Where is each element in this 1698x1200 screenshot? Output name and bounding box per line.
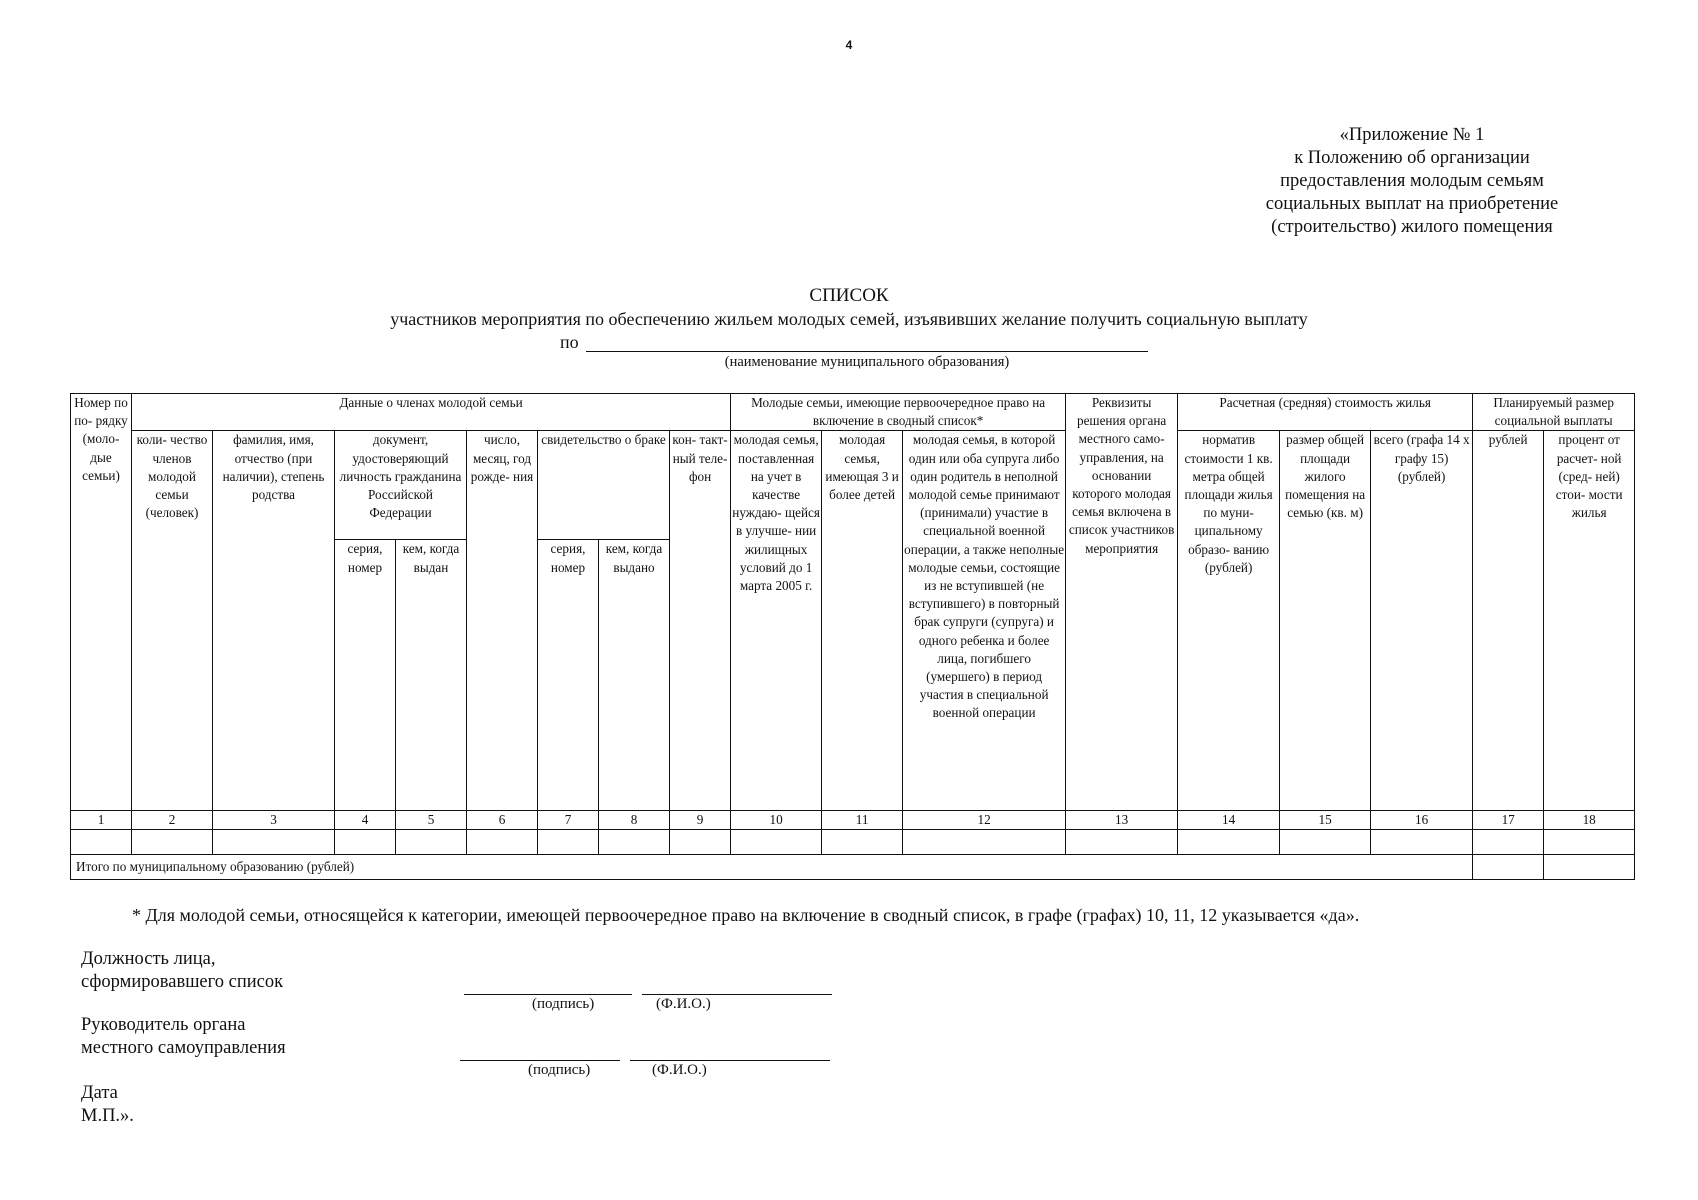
header-special-operation: молодая семья, в которой один или оба супруга либо один родитель в неполной молодой семье принимают (принимали) участие в специальной военной операции, а также неполные молодые семьи, состоящие из не вступившей (не вступившего) в повторный брак супруги (супруга) и одного ребенка и более лица, погибшего (умершего) в период участия в специальной военной операции xyxy=(903,431,1066,811)
table-cell xyxy=(538,830,599,855)
head-position-label xyxy=(81,1014,286,1060)
table-row xyxy=(71,830,1635,855)
head-fio-caption: (Ф.И.О.) xyxy=(652,1062,707,1078)
head-fio-line xyxy=(630,1060,830,1061)
column-number: 18 xyxy=(1544,811,1635,830)
table-cell xyxy=(335,830,396,855)
column-number: 12 xyxy=(903,811,1066,830)
appendix-block xyxy=(1202,124,1622,239)
total-row xyxy=(71,855,1635,880)
table-cell xyxy=(670,830,731,855)
total-rubles-cell xyxy=(1473,855,1544,880)
table-cell xyxy=(71,830,132,855)
column-number: 14 xyxy=(1178,811,1280,830)
column-number: 7 xyxy=(538,811,599,830)
footnote: * Для молодой семьи, относящейся к категории, имеющей первоочередное право на включение в сводный список, в графе (графах) 10, 11, 12 указывается «да». xyxy=(132,905,1360,925)
header-full-name: фамилия, имя, отчество (при наличии), степень родства xyxy=(213,431,335,811)
table-cell xyxy=(132,830,213,855)
person-fio-caption: (Ф.И.О.) xyxy=(656,996,711,1012)
table-cell xyxy=(1066,830,1178,855)
table-cell xyxy=(467,830,538,855)
table-cell xyxy=(1280,830,1371,855)
header-registered-2005: молодая семья, поставленная на учет в качестве нуждаю- щейся в улучше- нии жилищных условий до 1 марта 2005 г. xyxy=(731,431,822,811)
column-number: 8 xyxy=(599,811,670,830)
header-birth-date: число, месяц, год рожде- ния xyxy=(467,431,538,811)
column-number: 5 xyxy=(396,811,467,830)
person-position-line: сформировавшего список xyxy=(81,972,284,992)
header-norm-cost: норматив стоимости 1 кв. метра общей площади жилья по муни- ципальному образо- ванию (рублей) xyxy=(1178,431,1280,811)
header-marriage-certificate: свидетельство о браке xyxy=(538,431,670,540)
header-priority: Молодые семьи, имеющие первоочередное право на включение в сводный список* xyxy=(731,394,1066,431)
header-id-series: серия, номер xyxy=(335,540,396,811)
table-cell xyxy=(213,830,335,855)
header-marriage-issued: кем, когда выдано xyxy=(599,540,670,811)
column-number: 15 xyxy=(1280,811,1371,830)
document-title: СПИСОК xyxy=(809,285,889,306)
column-number: 16 xyxy=(1371,811,1473,830)
page-number: 4 xyxy=(845,38,853,52)
header-requisites: Реквизиты решения органа местного само- управления, на основании которого молодая семья включена в список участников мероприятия xyxy=(1066,394,1178,811)
column-number: 10 xyxy=(731,811,822,830)
municipality-blank-line xyxy=(586,351,1148,352)
header-cost: Расчетная (средняя) стоимость жилья xyxy=(1178,394,1473,431)
date-label: Дата xyxy=(81,1083,118,1103)
table-cell xyxy=(1178,830,1280,855)
table-cell xyxy=(1473,830,1544,855)
table-cell xyxy=(396,830,467,855)
head-signature-line xyxy=(460,1060,620,1061)
header-rubles: рублей xyxy=(1473,431,1544,811)
table-cell xyxy=(822,830,903,855)
header-id-issued: кем, когда выдан xyxy=(396,540,467,811)
column-number: 9 xyxy=(670,811,731,830)
table-cell xyxy=(731,830,822,855)
table-cell xyxy=(599,830,670,855)
person-signature-line xyxy=(464,994,632,995)
municipality-caption: (наименование муниципального образования) xyxy=(724,354,1010,370)
column-number: 13 xyxy=(1066,811,1178,830)
appendix-line: социальных выплат на приобретение xyxy=(1265,194,1559,214)
header-phone: кон- такт- ный теле- фон xyxy=(670,431,731,811)
column-number: 17 xyxy=(1473,811,1544,830)
po-prefix: по xyxy=(560,332,579,352)
column-number: 1 xyxy=(71,811,132,830)
table-cell xyxy=(903,830,1066,855)
table-cell xyxy=(1371,830,1473,855)
header-total-cost: всего (графа 14 х графу 15) (рублей) xyxy=(1371,431,1473,811)
column-number: 6 xyxy=(467,811,538,830)
head-position-line: Руководитель органа xyxy=(81,1015,246,1035)
head-signature-caption: (подпись) xyxy=(528,1062,591,1078)
header-family-data: Данные о членах молодой семьи xyxy=(132,394,731,431)
person-fio-line xyxy=(642,994,832,995)
date-stamp-block xyxy=(81,1082,134,1128)
appendix-line: к Положению об организации xyxy=(1294,148,1530,168)
document-subtitle: участников мероприятия по обеспечению жильем молодых семей, изъявивших желание получить социальную выплату xyxy=(390,309,1308,329)
appendix-line: (строительство) жилого помещения xyxy=(1271,217,1553,237)
total-label: Итого по муниципальному образованию (рублей) xyxy=(71,855,1473,880)
column-number: 11 xyxy=(822,811,903,830)
column-number: 4 xyxy=(335,811,396,830)
header-members-count: коли- чество членов молодой семьи (человек) xyxy=(132,431,213,811)
header-three-children: молодая семья, имеющая 3 и более детей xyxy=(822,431,903,811)
header-marriage-series: серия, номер xyxy=(538,540,599,811)
person-position-label xyxy=(81,948,283,994)
appendix-line: «Приложение № 1 xyxy=(1339,125,1485,145)
header-area: размер общей площади жилого помещения на семью (кв. м) xyxy=(1280,431,1371,811)
participants-table xyxy=(70,393,1635,880)
header-planned-payment: Планируемый размер социальной выплаты xyxy=(1473,394,1635,431)
head-position-line: местного самоуправления xyxy=(81,1038,286,1058)
column-number: 3 xyxy=(213,811,335,830)
header-identity-document: документ, удостоверяющий личность гражданина Российской Федерации xyxy=(335,431,467,540)
person-signature-caption: (подпись) xyxy=(532,996,595,1012)
stamp-label: М.П.». xyxy=(81,1106,134,1126)
person-position-line: Должность лица, xyxy=(81,949,216,969)
column-number: 2 xyxy=(132,811,213,830)
total-percent-cell xyxy=(1544,855,1635,880)
appendix-line: предоставления молодым семьям xyxy=(1280,171,1544,191)
table-cell xyxy=(1544,830,1635,855)
header-percent: процент от расчет- ной (сред- ней) стои- мости жилья xyxy=(1544,431,1635,811)
header-number: Номер по по- рядку (моло- дые семьи) xyxy=(71,394,132,811)
